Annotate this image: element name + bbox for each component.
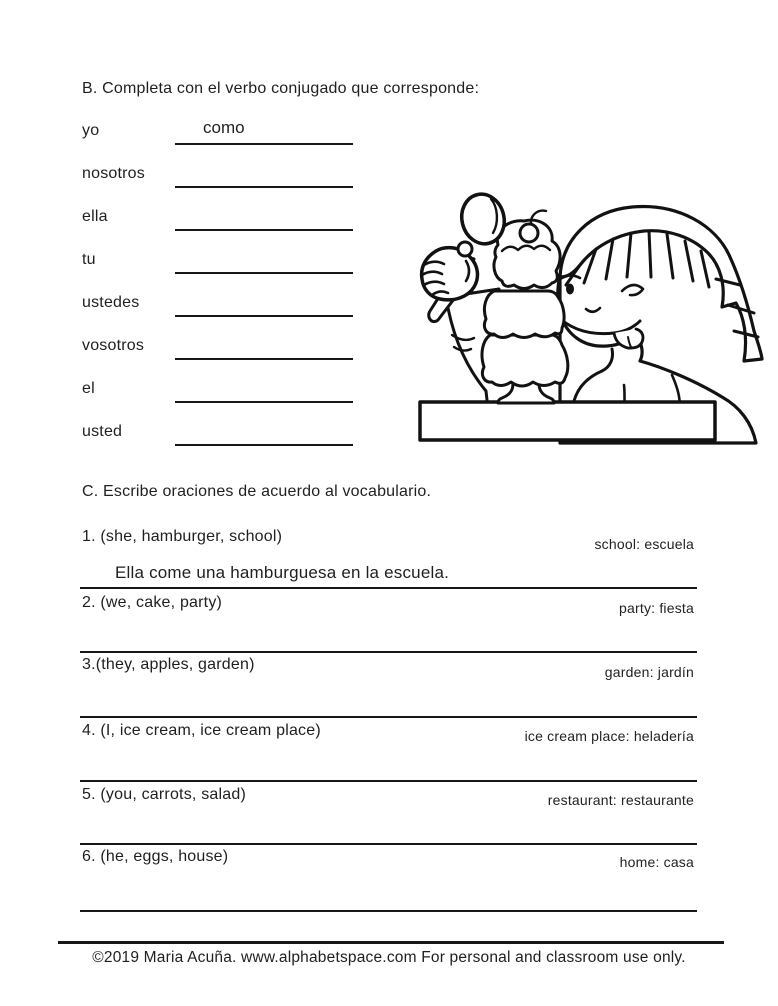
pronoun-label-ustedes: ustedes [82,294,140,311]
item-4-answer-line[interactable] [80,780,697,782]
item-5-answer-line[interactable] [80,843,697,845]
item-4-prompt: 4. (I, ice cream, ice cream place) [82,722,321,739]
answer-blank-yo[interactable] [175,143,353,145]
answer-blank-usted[interactable] [175,444,353,446]
pronoun-label-el: el [82,380,95,397]
item-3-answer-line[interactable] [80,716,697,718]
cherry [520,224,538,242]
pronoun-label-tu: tu [82,251,96,268]
item-3-prompt: 3.(they, apples, garden) [82,656,255,673]
answer-blank-ella[interactable] [175,229,353,231]
answer-blank-nosotros[interactable] [175,186,353,188]
item-5-hint: restaurant: restaurante [547,792,694,808]
item-2-hint: party: fiesta [619,600,694,616]
footer-copyright: ©2019 Maria Acuña. www.alphabetspace.com For personal and classroom use only. [92,949,686,966]
section-b-title: B. Completa con el verbo conjugado que corresponde: [82,80,480,97]
answer-blank-vosotros[interactable] [175,358,353,360]
item-1-hint: school: escuela [594,536,694,552]
scoop-bottom [482,335,568,386]
item-3-hint: garden: jardín [604,664,694,680]
answer-blank-ustedes[interactable] [175,315,353,317]
item-2-answer-line[interactable] [80,651,697,653]
item-2-prompt: 2. (we, cake, party) [82,594,223,611]
table [420,402,715,440]
item-1-answer-line[interactable] [80,587,697,589]
boy-ice-cream-svg [410,185,770,447]
answer-blank-el[interactable] [175,401,353,403]
item-6-hint: home: casa [619,854,694,870]
pronoun-label-yo: yo [82,122,100,139]
item-1-answer: Ella come una hamburguesa en la escuela. [115,563,450,582]
pronoun-label-usted: usted [82,423,123,440]
item-1-prompt: 1. (she, hamburger, school) [82,528,283,545]
pronoun-label-nosotros: nosotros [82,165,145,182]
pronoun-label-vosotros: vosotros [82,337,145,354]
pronoun-label-ella: ella [82,208,108,225]
boy-ice-cream-illustration [410,185,770,447]
item-5-prompt: 5. (you, carrots, salad) [82,786,246,803]
item-6-answer-line[interactable] [80,910,697,912]
scoop-middle [484,291,564,338]
answer-yo: como [203,118,245,137]
item-4-hint: ice cream place: heladería [524,728,694,744]
answer-blank-tu[interactable] [175,272,353,274]
section-c-title: C. Escribe oraciones de acuerdo al vocabulario. [82,483,432,500]
footer-rule [58,941,724,944]
item-6-prompt: 6. (he, eggs, house) [82,848,229,865]
